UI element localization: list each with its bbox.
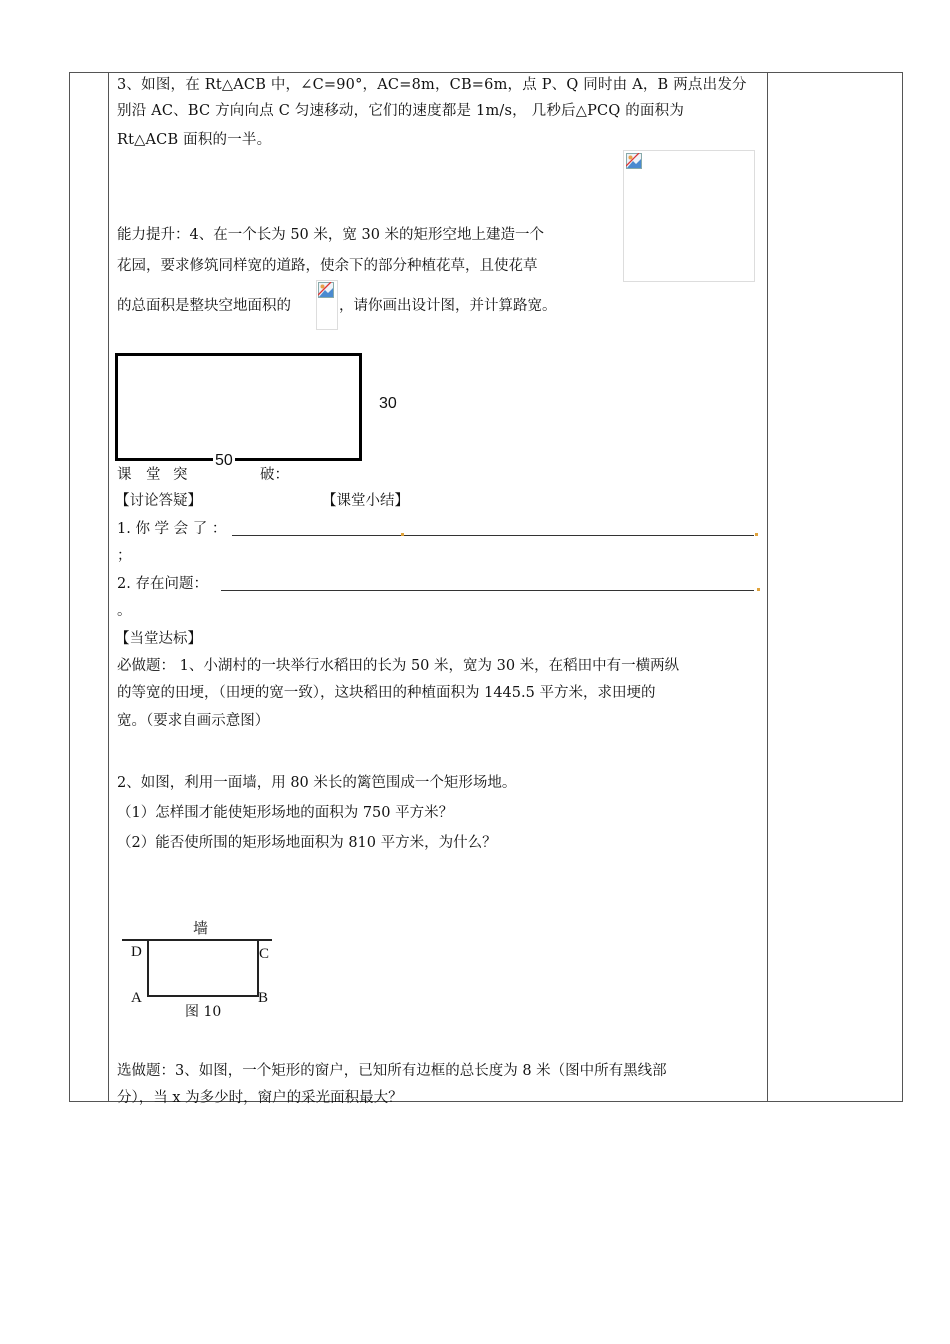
image-placeholder-figure [623, 150, 755, 282]
length-label: 50 [215, 452, 233, 469]
breakthrough-char-3: 突 [173, 467, 188, 483]
width-label: 30 [379, 395, 397, 412]
heading-discussion: 【讨论答疑】 [115, 493, 202, 509]
q3-line-3: Rt△ACB 面积的一半。 [117, 132, 272, 148]
corner-label-a: A [131, 990, 142, 1006]
anchor-mark [757, 588, 760, 591]
breakthrough-char-4: 破： [260, 467, 289, 483]
q2-line-2: （1）怎样围才能使矩形场地的面积为 750 平方米？ [117, 805, 454, 821]
heading-standard: 【当堂达标】 [115, 631, 202, 647]
q2-line-3: （2）能否使所围的矩形场地面积为 810 平方米，为什么？ [117, 835, 497, 851]
table-column-divider-left [108, 73, 109, 1101]
corner-label-d: D [131, 944, 142, 960]
q3-line-1: 3、如图，在 Rt△ACB 中，∠C=90°，AC=8m，CB=6m，点 P、Q 同时由 A，B 两点出发分 [117, 77, 747, 93]
broken-image-icon [318, 282, 334, 298]
q4-line-1: 能力提升：4、在一个长为 50 米，宽 30 米的矩形空地上建造一个 [117, 227, 545, 243]
learned-label: 1. 你 学 会 了 ： [117, 521, 227, 537]
learned-tail: ； [117, 548, 132, 564]
corner-label-b: B [258, 990, 269, 1006]
breakthrough-char-2: 堂 [146, 467, 161, 483]
problems-label: 2. 存在问题： [117, 576, 208, 592]
q4-line-3b: ，请你画出设计图，并计算路宽。 [339, 298, 557, 314]
anchor-mark [755, 533, 758, 536]
figure-10-caption: 图 10 [185, 1004, 222, 1020]
fraction-image-placeholder [316, 280, 338, 330]
broken-image-icon [626, 153, 642, 169]
field-rectangle [115, 353, 362, 461]
required-line-2: 的等宽的田埂，（田埂的宽一致），这块稻田的种植面积为 1445.5 平方米，求田埂的 [117, 685, 656, 701]
anchor-mark [401, 533, 404, 536]
heading-summary: 【课堂小结】 [322, 493, 409, 509]
table-column-divider-right [767, 73, 768, 1101]
q4-line-2: 花园，要求修筑同样宽的道路，使余下的部分种植花草，且使花草 [117, 258, 538, 274]
optional-line-2: 分），当 x 为多少时，窗户的采光面积最大？ [117, 1090, 403, 1106]
corner-label-c: C [259, 946, 270, 962]
problems-answer-line[interactable] [221, 590, 754, 591]
wall-label: 墙 [193, 919, 209, 937]
breakthrough-char-1: 课 [117, 467, 132, 483]
fence-rectangle [148, 940, 258, 996]
q3-line-2: 别沿 AC、BC 方向向点 C 匀速移动，它们的速度都是 1m/s， 几秒后△PCQ 的面积为 [117, 103, 685, 119]
required-line-3: 宽。（要求自画示意图） [117, 713, 270, 729]
optional-line-1: 选做题：3、如图，一个矩形的窗户，已知所有边框的总长度为 8 米（图中所有黑线部 [117, 1063, 667, 1079]
learned-answer-line[interactable] [232, 535, 754, 536]
required-line-1: 必做题： 1、小湖村的一块举行水稻田的长为 50 米，宽为 30 米，在稻田中有一横两纵 [117, 658, 680, 674]
q2-line-1: 2、如图，利用一面墙，用 80 米长的篱笆围成一个矩形场地。 [117, 775, 517, 791]
problems-tail: 。 [117, 603, 132, 619]
q4-line-3a: 的总面积是整块空地面积的 [117, 298, 291, 314]
